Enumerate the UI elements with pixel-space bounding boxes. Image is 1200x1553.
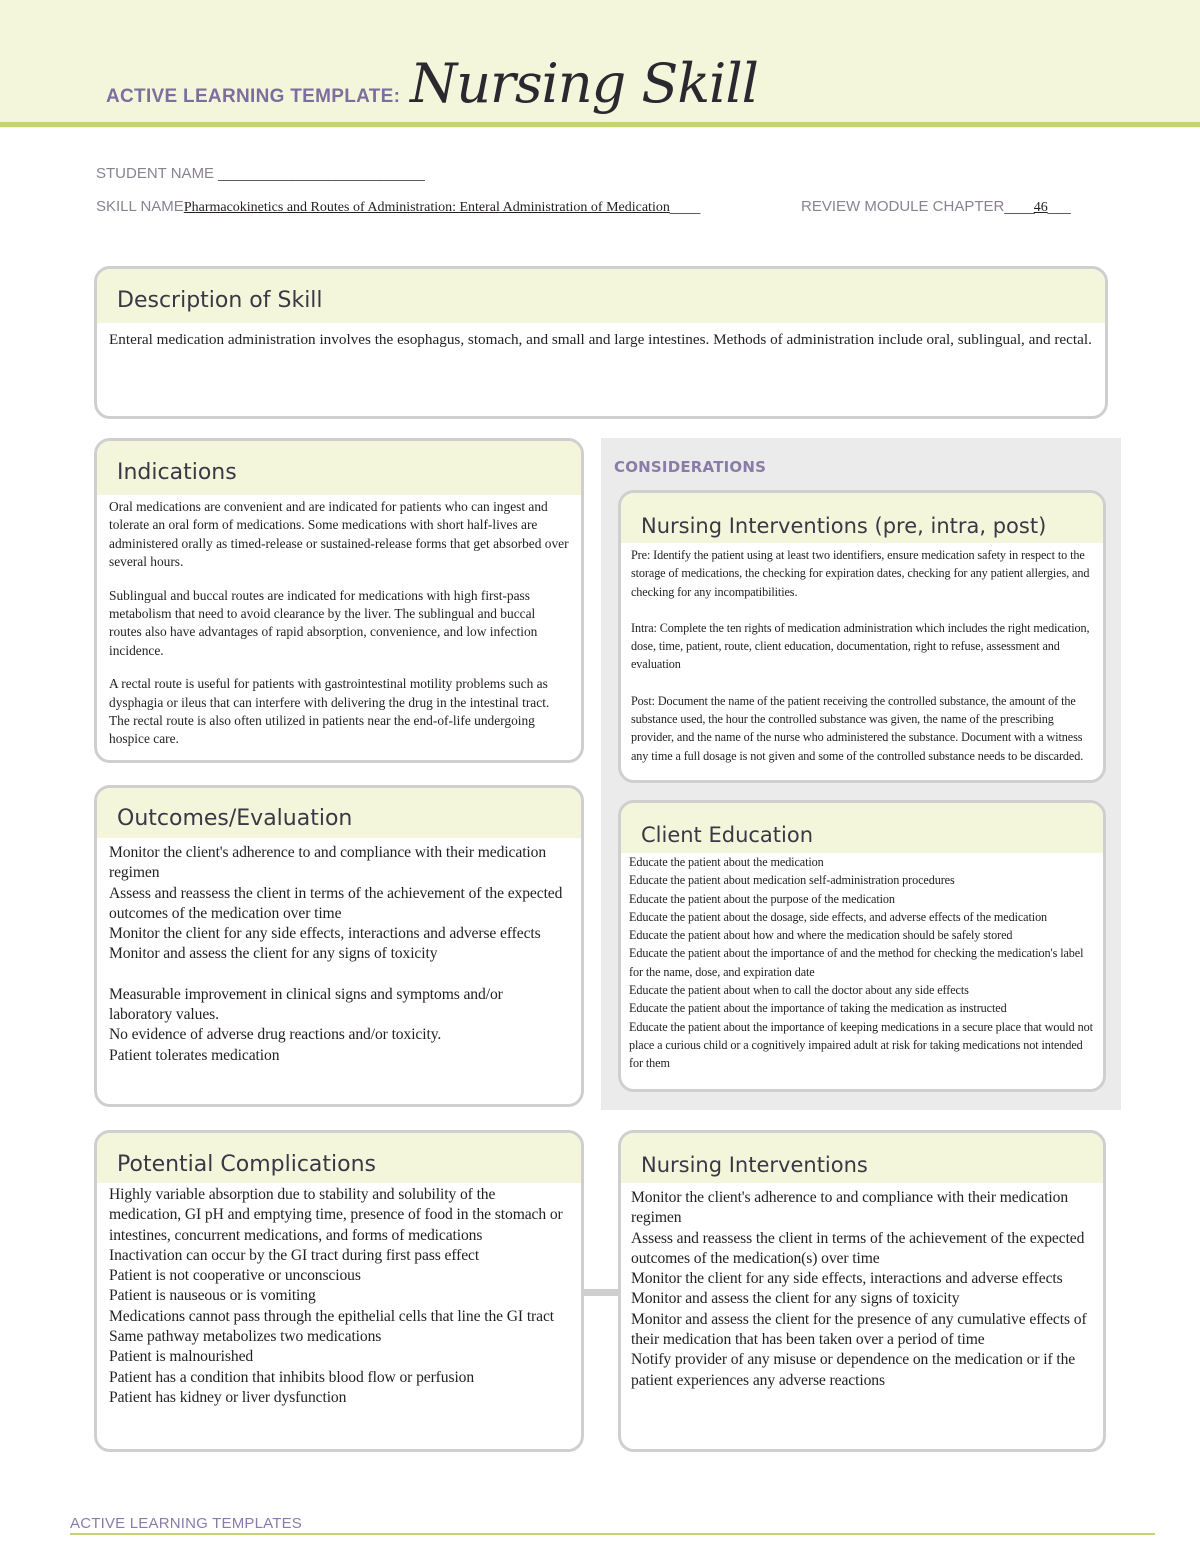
intervention-item: Monitor the client for any side effects, interactions and adverse effects [631, 1270, 1063, 1288]
pre-paragraph: Pre: Identify the patient using at least two identifiers, ensure medication safety in respect to the storage of medications, the checking for expiration dates, checking for any patient allergies, and checking for any incompatibilities. [631, 548, 1090, 599]
template-label: ACTIVE LEARNING TEMPLATE: [106, 86, 401, 107]
complications-card [94, 1130, 584, 1452]
complication-item: Patient is not cooperative or unconscious [109, 1267, 361, 1285]
indications-card [94, 438, 584, 763]
education-item: Educate the patient about the importance of keeping medications in a secure place that would not place a curious child or a cognitively impaired adult at risk for taking medications not intended for them [629, 1019, 1093, 1071]
student-name-field[interactable] [96, 165, 424, 182]
connector-bar [582, 1289, 622, 1296]
outcomes-item: Monitor the client's adherence to and compliance with their medication regimen [109, 844, 547, 882]
description-text: Enteral medication administration involves the esophagus, stomach, and small and large intestines. Methods of administration include oral, sublingual, and rectal. [109, 331, 1092, 348]
complication-item: Same pathway metabolizes two medications [109, 1328, 382, 1346]
outcomes-item: Monitor and assess the client for any signs of toxicity [109, 945, 438, 963]
outcomes-item: Monitor the client for any side effects, interactions and adverse effects [109, 925, 541, 943]
indications-paragraph: Sublingual and buccal routes are indicated for medications with high first-pass metabolism that need to avoid clearance by the liver. The sublingual and buccal routes also have advantages of rapid absorption, convenience, and low infection incidence. [109, 587, 538, 658]
complication-item: Inactivation can occur by the GI tract during first pass effect [109, 1246, 480, 1264]
client-education-card [618, 800, 1106, 1092]
considerations-label: CONSIDERATIONS [614, 458, 767, 476]
complication-item: Patient is malnourished [109, 1348, 254, 1366]
intervention-item: Monitor and assess the client for the presence of any cumulative effects of their medication that has been taken over a period of time [631, 1310, 1087, 1349]
skill-name-label: SKILL NAME [96, 198, 184, 215]
footer-label: ACTIVE LEARNING TEMPLATES [70, 1515, 302, 1532]
student-name-label: STUDENT NAME [96, 165, 215, 182]
outcomes-card [94, 785, 584, 1107]
skill-name-trail: ____ [669, 198, 700, 215]
complication-item: Patient has a condition that inhibits blood flow or perfusion [109, 1368, 475, 1386]
review-chapter-field[interactable] [801, 198, 1070, 216]
outcomes-item: Assess and reassess the client in terms of the achievement of the expected outcomes of the medication over time [109, 884, 563, 922]
education-item: Educate the patient about when to call the doctor about any side effects [629, 983, 969, 998]
header-rule [0, 122, 1200, 127]
indications-heading: Indications [97, 441, 581, 495]
intervention-item: Monitor the client's adherence to and compliance with their medication regimen [631, 1189, 1069, 1227]
nursing-interventions-card [618, 1130, 1106, 1452]
outcomes-heading: Outcomes/Evaluation [97, 788, 581, 838]
chapter-value: 46 [1033, 200, 1048, 215]
description-card [94, 266, 1108, 419]
post-paragraph: Post: Document the name of the patient receiving the controlled substance, the amount of the substance used, the hour the controlled substance was given, the name of the prescribing provider, and the name of the nurse who administered the substance. Document with a witness any time a full dosage is not given and some of the controlled substance needs to be discarded. [631, 693, 1084, 763]
complication-item: Patient is nauseous or is vomiting [109, 1287, 316, 1305]
indications-paragraph: Oral medications are convenient and are indicated for patients who can ingest and tolerate an oral form of medications. Some medications with short half-lives are administered orally as timed-release or sustained-release forms that get absorbed over several hours. [109, 499, 569, 570]
skill-name-field[interactable] [96, 198, 699, 216]
complication-item: Patient has kidney or liver dysfunction [109, 1388, 347, 1406]
client-education-heading: Client Education [621, 803, 1103, 853]
chapter-label: REVIEW MODULE CHAPTER [801, 198, 1005, 215]
education-item: Educate the patient about the importance of taking the medication as instructed [629, 1001, 1007, 1016]
outcomes-item: No evidence of adverse drug reactions and/or toxicity. [109, 1026, 442, 1044]
intra-paragraph: Intra: Complete the ten rights of medication administration which includes the right medication, dose, time, patient, route, client education, documentation, right to refuse, assessment and evaluation [631, 620, 1090, 672]
indications-paragraph: A rectal route is useful for patients with gastrointestinal motility problems such as dysphagia or ileus that can interfere with delivering the drug in the intestinal tract. The rectal route is also often utilized in patients near the end-of-life undergoing hospice care. [109, 676, 550, 747]
complications-heading: Potential Complications [97, 1133, 581, 1183]
intervention-item: Assess and reassess the client in terms of the achievement of the expected outcomes of the medication(s) over time [631, 1229, 1085, 1267]
description-heading: Description of Skill [97, 269, 1105, 323]
chapter-lead: ____ [1004, 198, 1034, 215]
skill-name-value: Pharmacokinetics and Routes of Administration: Enteral Administration of Medication [183, 200, 670, 215]
education-item: Educate the patient about the medication [629, 855, 824, 869]
outcomes-item: Measurable improvement in clinical signs and symptoms and/or laboratory values. [109, 985, 503, 1024]
education-item: Educate the patient about medication self-administration procedures [629, 873, 955, 888]
education-item: Educate the patient about the purpose of the medication [629, 891, 895, 906]
education-item: Educate the patient about the importance of and the method for checking the medication's label for the name, dose, and expiration date [629, 946, 1084, 979]
footer-rule [70, 1533, 1155, 1535]
complication-item: Highly variable absorption due to stability and solubility of the medication, GI pH and emptying time, presence of food in the stomach or intestines, concurrent medications, and forms of medications [109, 1186, 563, 1244]
student-name-blank: ____________________________ [218, 165, 424, 182]
nursing-interventions-heading: Nursing Interventions [621, 1133, 1103, 1183]
education-item: Educate the patient about how and where the medication should be safely stored [629, 928, 1013, 943]
intervention-item: Monitor and assess the client for any signs of toxicity [631, 1290, 960, 1308]
intervention-item: Notify provider of any misuse or dependence on the medication or if the patient experiences any adverse reactions [631, 1351, 1076, 1389]
nursing-pre-intra-post-card [618, 490, 1106, 783]
template-title: Nursing Skill [410, 52, 758, 115]
complication-item: Medications cannot pass through the epithelial cells that line the GI tract [109, 1307, 555, 1325]
chapter-trail: ___ [1047, 198, 1070, 215]
nursing-pre-intra-post-heading: Nursing Interventions (pre, intra, post) [621, 493, 1103, 543]
outcomes-item: Patient tolerates medication [109, 1046, 280, 1064]
education-item: Educate the patient about the dosage, side effects, and adverse effects of the medication [629, 909, 1048, 924]
